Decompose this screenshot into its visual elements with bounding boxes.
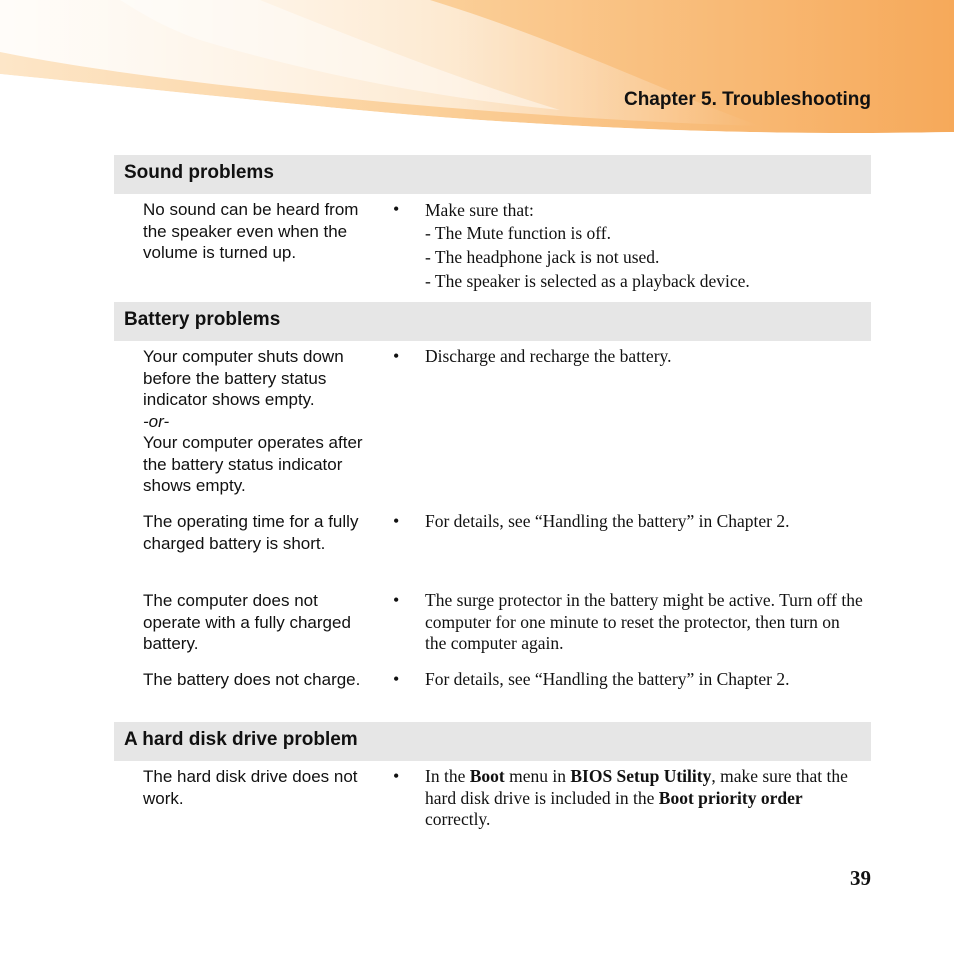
solution-text: For details, see “Handling the battery” in Chapter 2. <box>425 511 790 531</box>
page-number: 39 <box>850 866 871 890</box>
bullet-icon: • <box>393 590 400 610</box>
chapter-title: Chapter 5. Troubleshooting <box>623 89 871 110</box>
utility-name: BIOS Setup Utility <box>570 766 712 786</box>
solution-text: For details, see “Handling the battery” in Chapter 2. <box>425 669 790 689</box>
problem-text: The battery does not charge. <box>143 670 361 689</box>
section-title: Battery problems <box>124 309 281 330</box>
section-title: Sound problems <box>124 162 274 183</box>
solution-text: The surge protector in the battery might be active. Turn off the computer for one minute to reset the protector, then turn on the computer again. <box>425 590 863 653</box>
solution-intro: Make sure that: <box>425 200 534 220</box>
problem-text: The operating time for a fully charged battery is short. <box>143 512 359 553</box>
solution-text-part: menu in <box>504 766 571 786</box>
section-title: A hard disk drive problem <box>124 729 358 750</box>
or-separator: -or- <box>143 411 170 431</box>
problem-text: No sound can be heard from the speaker even when the volume is turned up. <box>143 200 359 262</box>
solution-item: - The speaker is selected as a playback device. <box>425 271 750 291</box>
solution-text-part: In the <box>425 766 470 786</box>
bullet-icon: • <box>393 669 400 689</box>
setting-name: Boot priority order <box>658 787 803 808</box>
problem-text-part: Your computer shuts down before the battery status indicator shows empty. <box>143 347 344 409</box>
solution-text <box>425 199 865 293</box>
problem-text <box>143 346 378 497</box>
solution-text-part: correctly. <box>425 809 491 829</box>
solution-item: - The Mute function is off. <box>425 223 611 243</box>
bullet-icon: • <box>393 766 400 786</box>
solution-item: - The headphone jack is not used. <box>425 247 660 267</box>
section-header-sound <box>114 155 871 194</box>
problem-text: The computer does not operate with a fully charged battery. <box>143 591 351 653</box>
solution-text: Discharge and recharge the battery. <box>425 346 672 366</box>
header-banner <box>0 0 954 140</box>
section-header-hard-disk <box>114 722 871 761</box>
bullet-icon: • <box>393 199 400 219</box>
menu-name: Boot <box>469 766 505 786</box>
problem-text: The hard disk drive does not work. <box>143 767 358 808</box>
solution-text <box>425 766 865 831</box>
bullet-icon: • <box>393 511 400 531</box>
section-header-battery <box>114 302 871 341</box>
solution-text-part: , make sure that the hard disk drive is included in the <box>425 766 848 808</box>
problem-text-part: Your computer operates after the battery status indicator shows empty. <box>143 433 363 495</box>
bullet-icon: • <box>393 346 400 366</box>
